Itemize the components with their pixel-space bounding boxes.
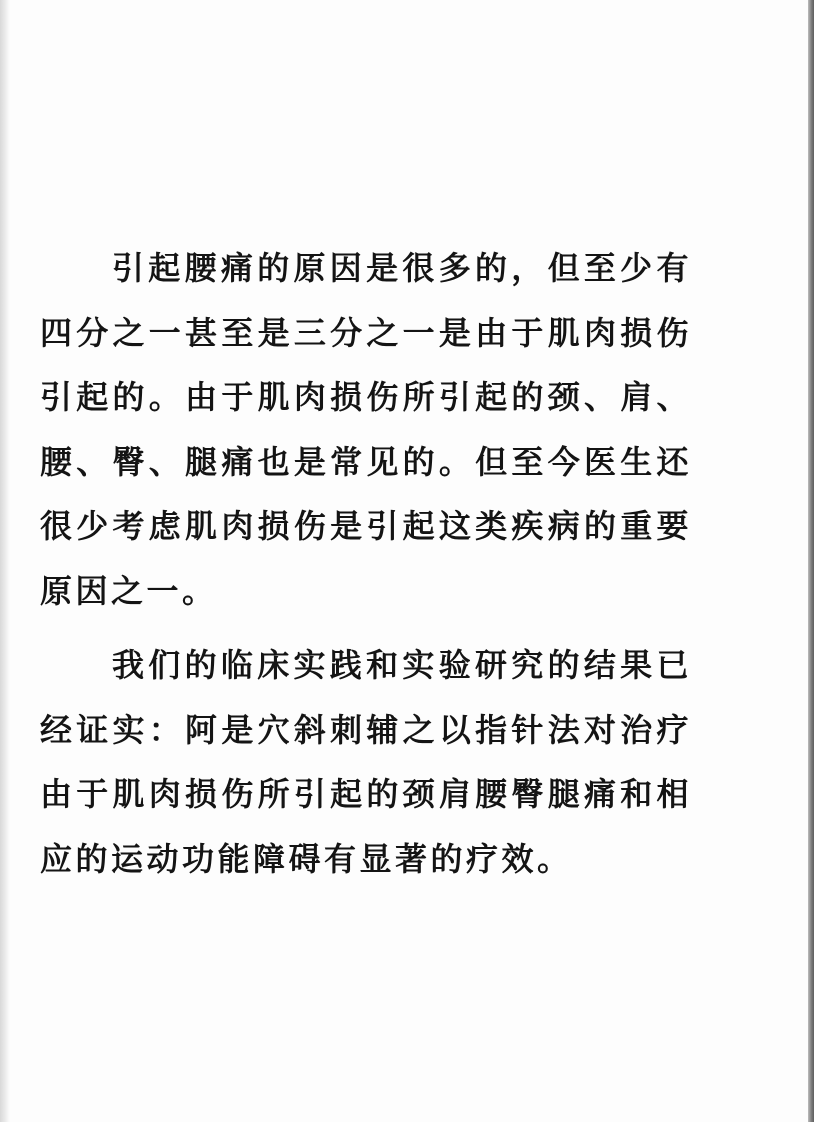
page-gutter-shadow	[0, 0, 10, 1122]
page-edge	[808, 0, 814, 1122]
paragraph-2: 我们的临床实践和实验研究的结果已经证实：阿是穴斜刺辅之以指针法对治疗由于肌肉损伤所引起的颈肩腰臀腿痛和相应的运动功能障碍有显著的疗效。	[40, 646, 692, 878]
body-text	[40, 236, 692, 891]
paragraph-1: 引起腰痛的原因是很多的，但至少有四分之一甚至是三分之一是由于肌肉损伤引起的。由于肌肉损伤所引起的颈、肩、腰、臀、腿痛也是常见的。但至今医生还很少考虑肌肉损伤是引起这类疾病的重要原因之一。	[40, 249, 692, 610]
